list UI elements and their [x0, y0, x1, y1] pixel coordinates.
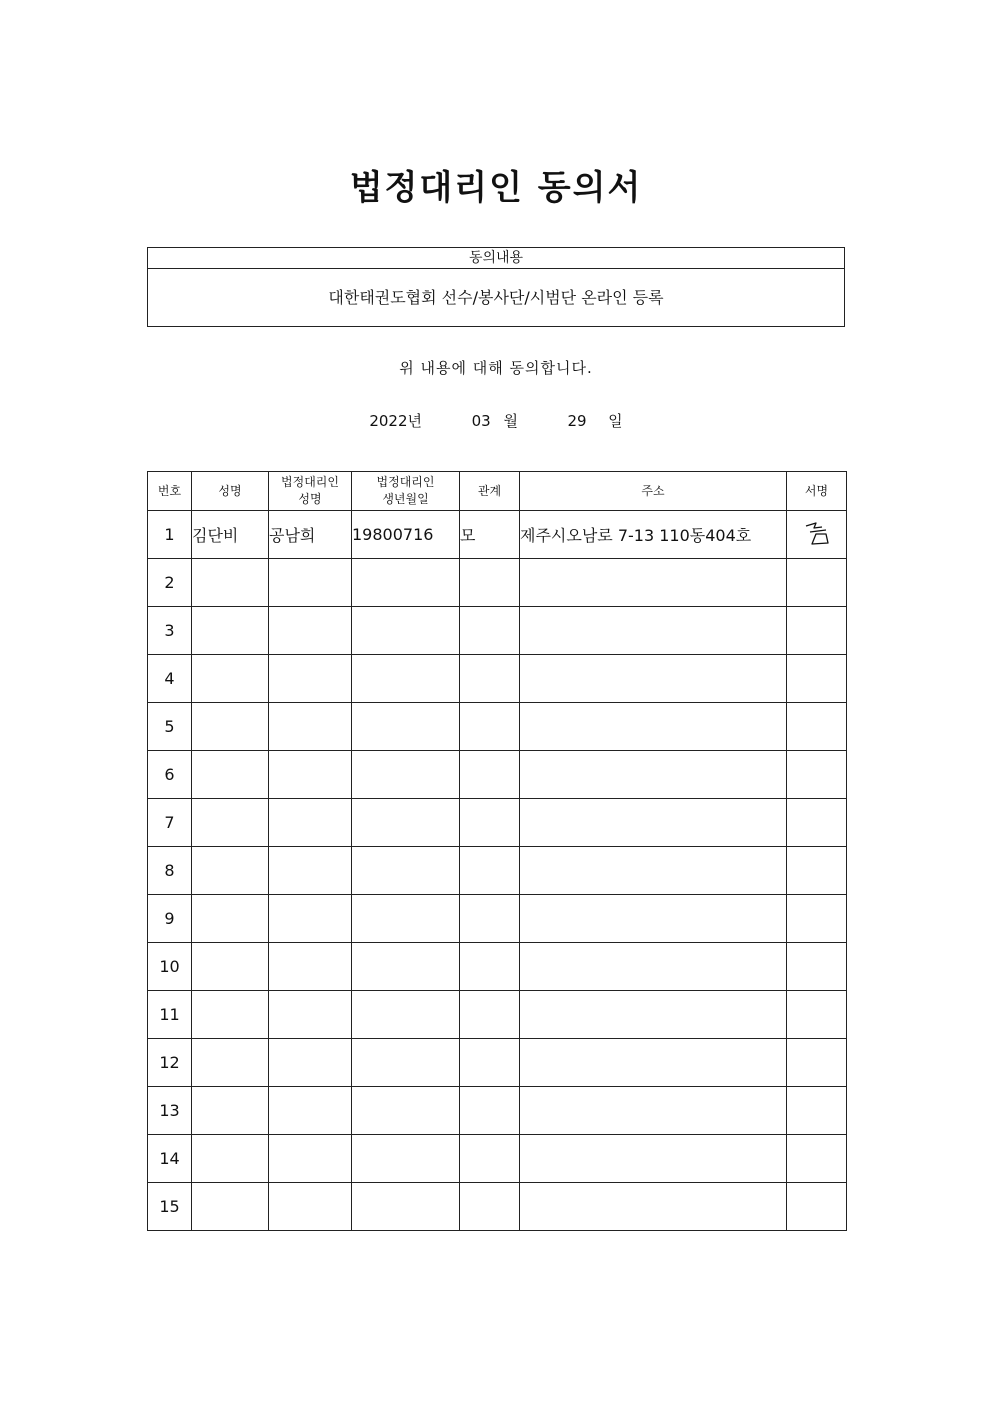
row-guardian-name — [269, 799, 352, 847]
row-number: 13 — [148, 1087, 192, 1135]
table-row — [148, 799, 847, 847]
date-month-unit: 월 — [503, 412, 518, 430]
row-guardian-birth — [352, 799, 460, 847]
row-name — [192, 1039, 269, 1087]
row-guardian-birth — [352, 703, 460, 751]
header-guardian-name-line1: 법정대리인 — [281, 475, 339, 489]
row-signature — [787, 511, 847, 559]
row-address — [520, 559, 787, 607]
row-guardian-name — [269, 607, 352, 655]
row-relation — [460, 991, 520, 1039]
row-relation — [460, 1039, 520, 1087]
row-guardian-birth — [352, 991, 460, 1039]
row-signature — [787, 895, 847, 943]
table-row — [148, 559, 847, 607]
row-address — [520, 1087, 787, 1135]
table-row — [148, 751, 847, 799]
row-guardian-name — [269, 991, 352, 1039]
row-guardian-birth — [352, 1135, 460, 1183]
row-relation — [460, 751, 520, 799]
header-guardian-birth — [352, 472, 460, 511]
row-guardian-name — [269, 1087, 352, 1135]
row-signature — [787, 847, 847, 895]
table-row — [148, 1039, 847, 1087]
row-guardian-name: 공남희 — [269, 511, 352, 559]
row-address — [520, 607, 787, 655]
header-name: 성명 — [192, 472, 269, 511]
row-signature — [787, 607, 847, 655]
row-relation — [460, 703, 520, 751]
row-guardian-name — [269, 1135, 352, 1183]
row-name — [192, 991, 269, 1039]
date-month: 03 — [471, 412, 491, 430]
row-address — [520, 847, 787, 895]
consent-header: 동의내용 — [148, 248, 844, 269]
consent-content: 대한태권도협회 선수/봉사단/시범단 온라인 등록 — [328, 288, 664, 307]
row-guardian-birth — [352, 1087, 460, 1135]
row-name: 김단비 — [192, 511, 269, 559]
table-row — [148, 607, 847, 655]
header-guardian-birth-line1: 법정대리인 — [376, 475, 435, 489]
row-guardian-name — [269, 1039, 352, 1087]
row-address — [520, 895, 787, 943]
row-address — [520, 655, 787, 703]
header-guardian-name-line2: 성명 — [298, 492, 322, 506]
row-name — [192, 943, 269, 991]
header-guardian-birth-line2: 생년월일 — [382, 492, 429, 506]
row-number: 6 — [148, 751, 192, 799]
document-title: 법정대리인 동의서 — [349, 168, 643, 208]
row-signature — [787, 1135, 847, 1183]
row-guardian-name — [269, 943, 352, 991]
header-signature: 서명 — [787, 472, 847, 511]
row-relation — [460, 655, 520, 703]
row-address — [520, 943, 787, 991]
row-number: 5 — [148, 703, 192, 751]
row-name — [192, 799, 269, 847]
row-guardian-name — [269, 655, 352, 703]
row-relation — [460, 943, 520, 991]
table-row — [148, 847, 847, 895]
agreement-statement: 위 내용에 대해 동의합니다. — [399, 359, 593, 377]
row-name — [192, 1183, 269, 1231]
handwritten-signature — [802, 518, 832, 548]
row-relation — [460, 1087, 520, 1135]
row-name — [192, 1135, 269, 1183]
row-guardian-name — [269, 895, 352, 943]
row-number: 1 — [148, 511, 192, 559]
row-address — [520, 1135, 787, 1183]
date-year: 2022년 — [369, 412, 422, 430]
row-relation — [460, 847, 520, 895]
row-name — [192, 559, 269, 607]
guardian-roster-table — [147, 471, 847, 1231]
row-number: 12 — [148, 1039, 192, 1087]
row-guardian-birth — [352, 1183, 460, 1231]
table-row — [148, 655, 847, 703]
date-day: 29 — [567, 412, 587, 430]
row-number: 11 — [148, 991, 192, 1039]
row-relation: 모 — [460, 511, 520, 559]
row-name — [192, 751, 269, 799]
row-relation — [460, 559, 520, 607]
row-relation — [460, 799, 520, 847]
row-guardian-name — [269, 847, 352, 895]
row-signature — [787, 1087, 847, 1135]
row-relation — [460, 1183, 520, 1231]
row-signature — [787, 655, 847, 703]
row-guardian-birth: 19800716 — [352, 511, 460, 559]
row-name — [192, 895, 269, 943]
row-number: 8 — [148, 847, 192, 895]
row-guardian-birth — [352, 895, 460, 943]
row-address — [520, 991, 787, 1039]
row-signature — [787, 751, 847, 799]
row-guardian-birth — [352, 847, 460, 895]
table-row — [148, 703, 847, 751]
header-relation: 관계 — [460, 472, 520, 511]
row-signature — [787, 1039, 847, 1087]
table-row — [148, 943, 847, 991]
date-line — [0, 410, 992, 431]
row-signature — [787, 943, 847, 991]
row-name — [192, 655, 269, 703]
row-guardian-birth — [352, 655, 460, 703]
row-signature — [787, 799, 847, 847]
row-address — [520, 751, 787, 799]
row-address — [520, 799, 787, 847]
row-guardian-birth — [352, 607, 460, 655]
date-day-unit: 일 — [608, 412, 623, 430]
row-address — [520, 703, 787, 751]
row-signature — [787, 703, 847, 751]
row-guardian-birth — [352, 1039, 460, 1087]
table-row — [148, 895, 847, 943]
row-name — [192, 847, 269, 895]
row-address — [520, 1039, 787, 1087]
row-guardian-name — [269, 703, 352, 751]
row-number: 14 — [148, 1135, 192, 1183]
row-number: 4 — [148, 655, 192, 703]
table-row — [148, 991, 847, 1039]
table-row — [148, 1183, 847, 1231]
consent-box — [147, 247, 845, 327]
row-name — [192, 703, 269, 751]
row-signature — [787, 991, 847, 1039]
table-row — [148, 1087, 847, 1135]
row-guardian-name — [269, 1183, 352, 1231]
row-signature — [787, 559, 847, 607]
row-name — [192, 607, 269, 655]
table-row — [148, 511, 847, 559]
row-address — [520, 1183, 787, 1231]
header-number: 번호 — [148, 472, 192, 511]
row-address: 제주시오남로 7-13 110동404호 — [520, 511, 787, 559]
row-signature — [787, 1183, 847, 1231]
row-guardian-name — [269, 751, 352, 799]
table-header-row — [148, 472, 847, 511]
table-row — [148, 1135, 847, 1183]
row-guardian-birth — [352, 943, 460, 991]
header-guardian-name — [269, 472, 352, 511]
row-number: 2 — [148, 559, 192, 607]
row-guardian-birth — [352, 751, 460, 799]
row-number: 3 — [148, 607, 192, 655]
row-number: 10 — [148, 943, 192, 991]
row-number: 15 — [148, 1183, 192, 1231]
header-address: 주소 — [520, 472, 787, 511]
row-guardian-name — [269, 559, 352, 607]
row-number: 7 — [148, 799, 192, 847]
row-relation — [460, 1135, 520, 1183]
row-relation — [460, 895, 520, 943]
row-name — [192, 1087, 269, 1135]
row-number: 9 — [148, 895, 192, 943]
row-relation — [460, 607, 520, 655]
row-guardian-birth — [352, 559, 460, 607]
